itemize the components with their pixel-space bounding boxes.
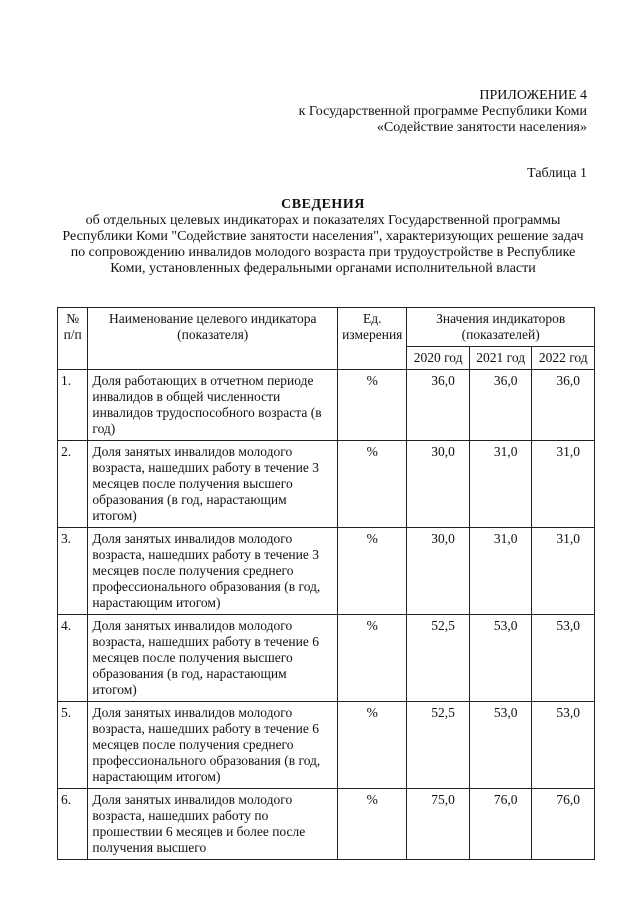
row-number: 3.	[58, 528, 88, 615]
document-title: СВЕДЕНИЯ	[281, 197, 365, 212]
header-year-2022: 2022 год	[532, 347, 595, 370]
appendix-header	[299, 88, 587, 136]
header-values: Значения индикаторов (показателей)	[407, 308, 595, 347]
indicator-name: Доля занятых инвалидов молодого возраста, нашедших работу в течение 3 месяцев после получения среднего профессионального образования (в год, нарастающим итогом)	[88, 528, 338, 615]
row-number: 4.	[58, 615, 88, 702]
indicator-name: Доля занятых инвалидов молодого возраста, нашедших работу в течение 3 месяцев после получения высшего образования (в год, нарастающим итогом)	[88, 441, 338, 528]
header-year-2021: 2021 год	[469, 347, 532, 370]
row-number: 2.	[58, 441, 88, 528]
indicator-unit: %	[338, 441, 407, 528]
appendix-title: ПРИЛОЖЕНИЕ 4	[479, 88, 587, 103]
header-year-2020: 2020 год	[407, 347, 470, 370]
indicator-unit: %	[338, 789, 407, 860]
value-2021: 53,0	[469, 702, 532, 789]
table-row	[58, 702, 595, 789]
header-name: Наименование целевого индикатора (показателя)	[88, 308, 338, 370]
row-number: 6.	[58, 789, 88, 860]
value-2020: 30,0	[407, 441, 470, 528]
value-2020: 30,0	[407, 528, 470, 615]
table-header-row	[58, 308, 595, 347]
table-row	[58, 615, 595, 702]
value-2021: 76,0	[469, 789, 532, 860]
value-2021: 36,0	[469, 370, 532, 441]
value-2022: 76,0	[532, 789, 595, 860]
table-row	[58, 441, 595, 528]
value-2021: 31,0	[469, 528, 532, 615]
value-2021: 53,0	[469, 615, 532, 702]
indicator-name: Доля занятых инвалидов молодого возраста, нашедших работу в течение 6 месяцев после получения высшего образования (в год, нарастающим итогом)	[88, 615, 338, 702]
value-2020: 52,5	[407, 615, 470, 702]
appendix-program-name: «Содействие занятости населения»	[376, 120, 587, 135]
table-row	[58, 370, 595, 441]
value-2021: 31,0	[469, 441, 532, 528]
value-2022: 31,0	[532, 528, 595, 615]
value-2022: 36,0	[532, 370, 595, 441]
table-row	[58, 528, 595, 615]
row-number: 1.	[58, 370, 88, 441]
indicator-unit: %	[338, 528, 407, 615]
appendix-program: к Государственной программе Республики Коми	[298, 104, 587, 119]
indicator-name: Доля работающих в отчетном периоде инвалидов в общей численности инвалидов трудоспособного возраста (в год)	[88, 370, 338, 441]
indicator-unit: %	[338, 702, 407, 789]
value-2022: 53,0	[532, 615, 595, 702]
indicator-unit: %	[338, 370, 407, 441]
value-2020: 36,0	[407, 370, 470, 441]
value-2020: 75,0	[407, 789, 470, 860]
header-no: № п/п	[58, 308, 88, 370]
table-row	[58, 789, 595, 860]
row-number: 5.	[58, 702, 88, 789]
indicator-name: Доля занятых инвалидов молодого возраста, нашедших работу по прошествии 6 месяцев и более после получения высшего	[88, 789, 338, 860]
value-2020: 52,5	[407, 702, 470, 789]
header-unit: Ед. измерения	[338, 308, 407, 370]
indicators-table	[57, 307, 595, 860]
indicator-unit: %	[338, 615, 407, 702]
document-heading	[60, 197, 586, 277]
value-2022: 31,0	[532, 441, 595, 528]
indicator-name: Доля занятых инвалидов молодого возраста, нашедших работу в течение 6 месяцев после получения среднего профессионального образования (в год, нарастающим итогом)	[88, 702, 338, 789]
table-number: Таблица 1	[527, 166, 587, 181]
document-subtitle: об отдельных целевых индикаторах и показателях Государственной программы Республики Коми "Содействие занятости населения", характеризующих решение задач по сопровождению инвалидов молодого возраста при трудоустройстве в Республике Коми, установленных федеральными органами исполнительной власти	[62, 213, 584, 276]
value-2022: 53,0	[532, 702, 595, 789]
